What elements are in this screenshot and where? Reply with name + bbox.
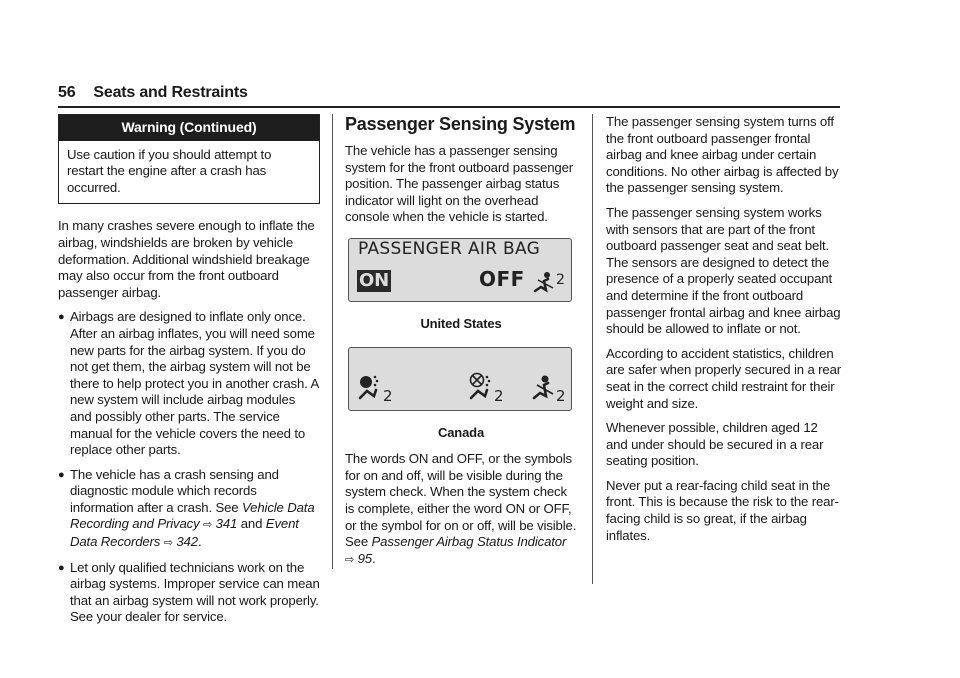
warning-box [58,114,320,204]
page-ref-icon: ⇨ [203,519,213,532]
paragraph: The passenger sensing system turns off the front outboard passenger frontal airbag and knee airbag under certain conditions. No other airbag is affected by the passenger sensing system. [606,114,839,196]
list-item-text: and [237,516,266,532]
position-number: 2 [556,271,565,288]
bullet-icon: ● [58,468,65,481]
column-2 [345,114,577,576]
position-number: 2 [494,386,504,405]
column-1 [58,114,320,634]
airbag-off-icon [467,372,495,402]
seat-belt-occupant-icon [531,374,557,402]
paragraph: The vehicle has a passenger sensing system for the front outboard passenger position. The passenger airbag status indicator will light on the overhead console when the vehicle is started. [345,143,573,225]
bullet-icon: ● [58,561,65,574]
section-heading: Passenger Sensing System [345,114,576,134]
paragraph: Never put a rear-facing child seat in the front. This is because the risk to the rear-facing child is so great, if the airbag inflates. [606,477,839,543]
column-divider [332,114,333,569]
list-item-text: The vehicle has a crash sensing and diagnostic module which records information after a crash. See [70,466,279,515]
warning-title: Warning (Continued) [59,115,319,141]
paragraph: Whenever possible, children aged 12 and under should be secured in a rear seating position. [606,420,824,469]
paragraph-text: The words ON and OFF, or the symbols for on and off, will be visible during the system check. When the system check is complete, either the word ON or OFF, or the symbol for on or off, will be visible. See [345,451,577,550]
page-header [58,84,840,108]
page-ref-icon: ⇨ [163,537,173,550]
warning-body: Use caution if you should attempt to restart the engine after a crash has occurred. [67,146,272,195]
list-item [58,560,320,626]
position-number: 2 [383,386,393,405]
page-reference[interactable]: 341 [215,516,238,532]
paragraph: The passenger sensing system works with sensors that are part of the front outboard passenger seat and seat belt. The sensors are designed to detect the presence of a properly seated occupant and determine if the front outboard passenger frontal airbag and knee airbag should be allowed to inflate or not. [606,204,841,337]
page-ref-icon: ⇨ [345,553,355,566]
cross-reference-link[interactable]: Vehicle Data Recording and Privacy [70,499,315,532]
page-number: 56 [58,84,76,101]
page-reference[interactable]: 342 [176,534,198,550]
airbag-status-display-us [348,238,572,302]
page-reference[interactable]: 95 [357,550,372,566]
off-indicator: OFF [479,266,525,291]
caption: United States [420,315,502,331]
bullet-list [58,309,320,626]
airbag-on-icon [357,374,383,402]
cross-reference-link[interactable]: Passenger Airbag Status Indicator [371,534,567,550]
bullet-icon: ● [58,311,65,324]
caption: Canada [437,424,485,440]
column-3 [606,114,842,552]
cross-reference-link[interactable]: Event Data Recorders [70,516,299,550]
paragraph [345,451,577,568]
airbag-status-display-canada [348,347,572,411]
section-title: Seats and Restraints [93,84,248,101]
list-item-text: Let only qualified technicians work on the airbag systems. Improper service can mean that an airbag system will not work properly. See your dealer for service. [70,559,320,625]
list-item [58,467,320,552]
paragraph-text: . [371,550,376,566]
list-item-text: Airbags are designed to inflate only once. After an airbag inflates, you will need some new parts for the airbag system. If you do not get them, the airbag system will not be there to help protect you in another crash. A new system will include airbag modules and possibly other parts. The service manual for the vehicle covers the need to replace other parts. [70,309,319,458]
on-indicator: ON [359,269,390,291]
list-item [58,309,320,458]
position-number: 2 [556,386,566,405]
display-label: PASSENGER AIR BAG [358,238,541,259]
seated-occupant-icon [533,271,557,295]
paragraph: According to accident statistics, children are safer when properly secured in a rear seat in the correct child restraint for their weight and size. [606,345,842,411]
column-divider [592,114,593,584]
paragraph: In many crashes severe enough to inflate the airbag, windshields are broken by vehicle deformation. Additional windshield breakage may also occur from the front outboard passenger airbag. [58,218,315,300]
list-item-text: . [197,534,202,550]
